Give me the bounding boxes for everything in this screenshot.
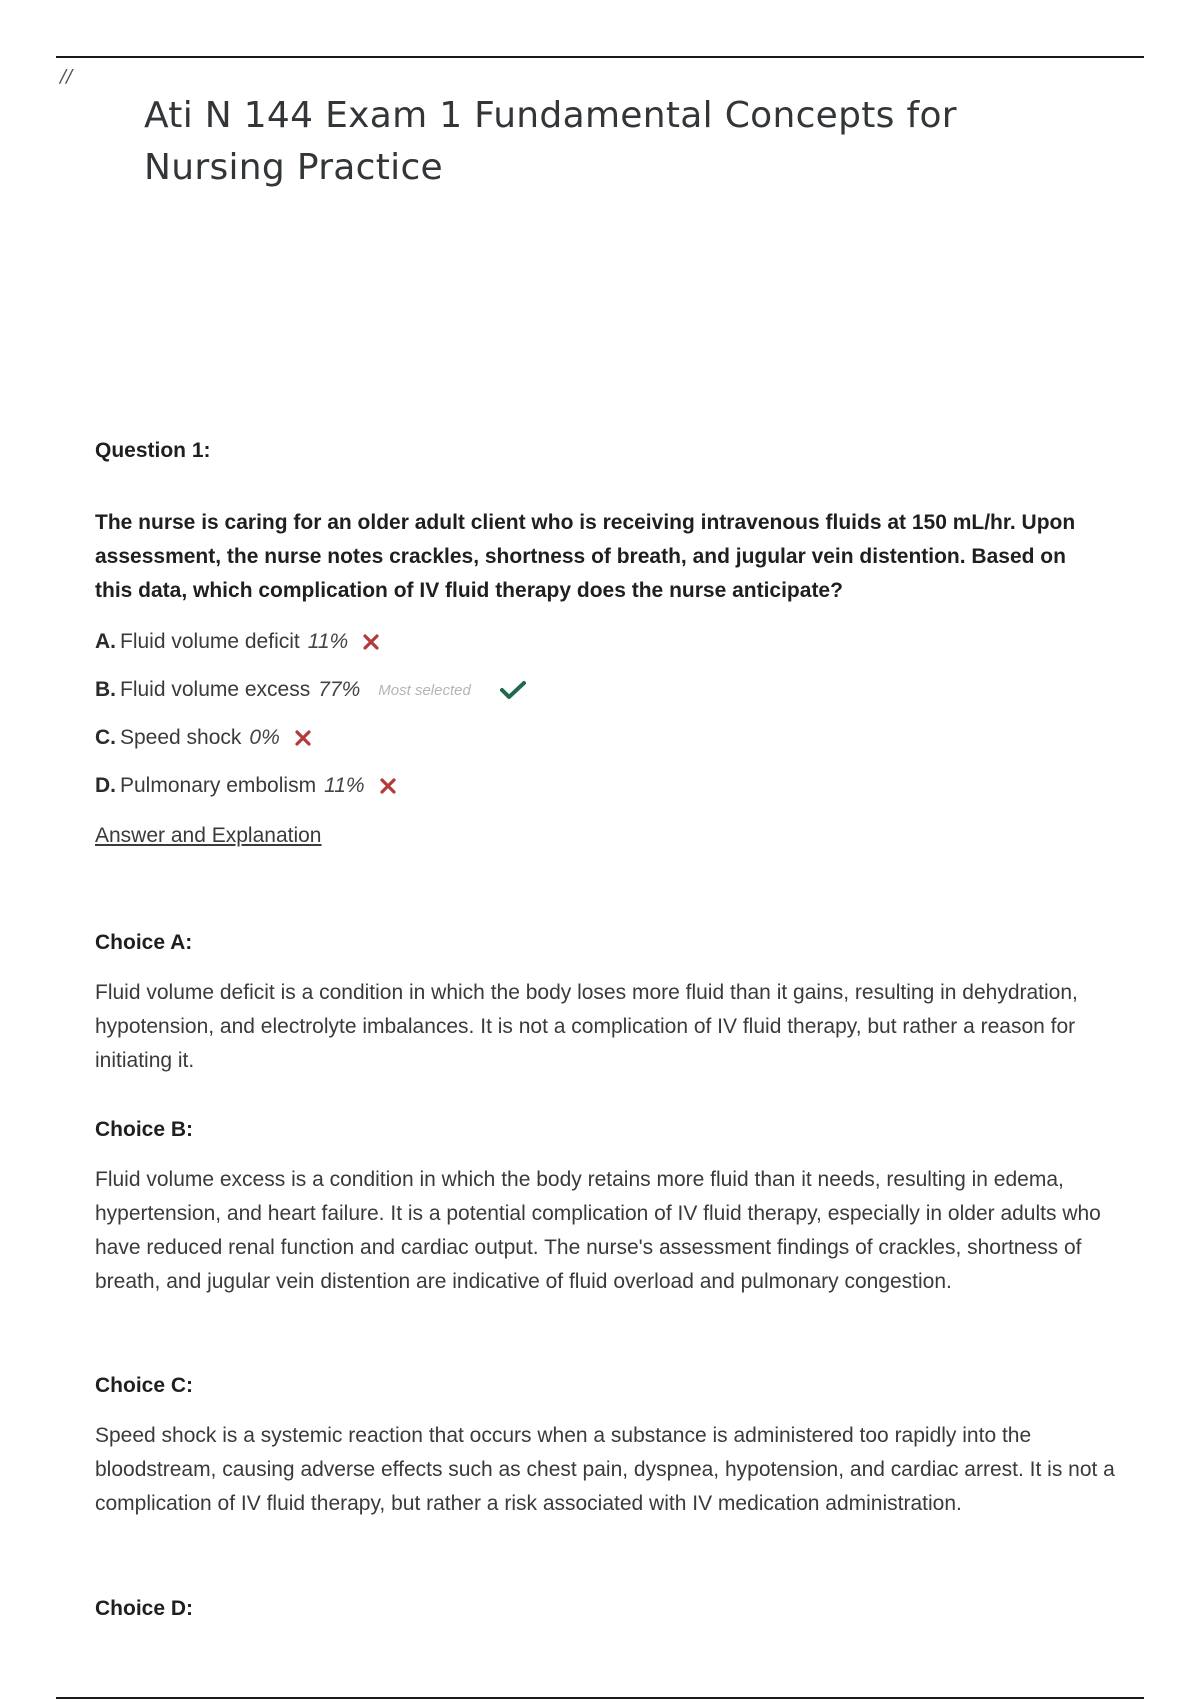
choice-heading: Choice B: [95, 1118, 194, 1141]
choice-heading: Choice D: [95, 1597, 194, 1620]
option-text: Speed shock [120, 726, 242, 749]
option-text: Pulmonary embolism [120, 774, 317, 797]
correct-check-icon [499, 679, 527, 701]
explanation-choice-c [95, 1371, 1135, 1521]
option-b[interactable] [95, 666, 1115, 714]
explanation-choice-a [95, 928, 1135, 1078]
option-percent: 11% [324, 774, 365, 797]
incorrect-x-icon [379, 777, 397, 795]
top-divider [56, 56, 1144, 58]
option-d[interactable] [95, 762, 1115, 810]
choice-heading: Choice C: [95, 1374, 194, 1397]
option-percent: 11% [307, 630, 349, 653]
bottom-divider [56, 1697, 1144, 1699]
explanation-choice-b [95, 1115, 1135, 1299]
choice-explanation: Speed shock is a systemic reaction that occurs when a substance is administered too rapidly into the bloodstream, causing adverse effects such as chest pain, dyspnea, hypotension, and cardiac arrest. It is not a complication of IV fluid therapy, but rather a risk associated with IV medication administration. [95, 1424, 1115, 1515]
question-section [95, 436, 1115, 848]
page-marker: // [60, 66, 73, 87]
answer-options [95, 618, 1115, 810]
incorrect-x-icon [294, 729, 312, 747]
option-percent: 0% [249, 726, 280, 749]
option-text: Fluid volume deficit [120, 630, 300, 653]
choice-heading: Choice A: [95, 931, 193, 954]
incorrect-x-icon [362, 633, 380, 651]
question-text: The nurse is caring for an older adult client who is receiving intravenous fluids at 150 mL/hr. Upon assessment, the nurse notes crackles, shortness of breath, and jugular vein distention. Based on this data, which complication of IV fluid therapy does the nurse anticipate? [95, 511, 1076, 602]
option-c[interactable] [95, 714, 1115, 762]
option-letter: C. [95, 726, 116, 749]
choice-explanation: Fluid volume deficit is a condition in which the body loses more fluid than it gains, resulting in dehydration, hypotension, and electrolyte imbalances. It is not a complication of IV fluid therapy, but rather a reason for initiating it. [95, 981, 1078, 1072]
document-title: Ati N 144 Exam 1 Fundamental Concepts for Nursing Practice [144, 95, 957, 188]
option-letter: A. [95, 630, 116, 653]
choice-explanation: Fluid volume excess is a condition in which the body retains more fluid than it needs, resulting in edema, hypertension, and heart failure. It is a potential complication of IV fluid therapy, especially in older adults who have reduced renal function and cardiac output. The nurse's assessment findings of crackles, shortness of breath, and jugular vein distention are indicative of fluid overload and pulmonary congestion. [95, 1168, 1101, 1293]
option-percent: 77% [318, 678, 361, 701]
explanation-choice-d [95, 1594, 1135, 1642]
option-letter: B. [95, 678, 116, 701]
most-selected-badge: Most selected [378, 681, 471, 699]
answer-explanation-link[interactable]: Answer and Explanation [95, 824, 322, 847]
option-a[interactable] [95, 618, 1115, 666]
question-label: Question 1: [95, 439, 211, 462]
option-letter: D. [95, 774, 116, 797]
option-text: Fluid volume excess [120, 678, 311, 701]
